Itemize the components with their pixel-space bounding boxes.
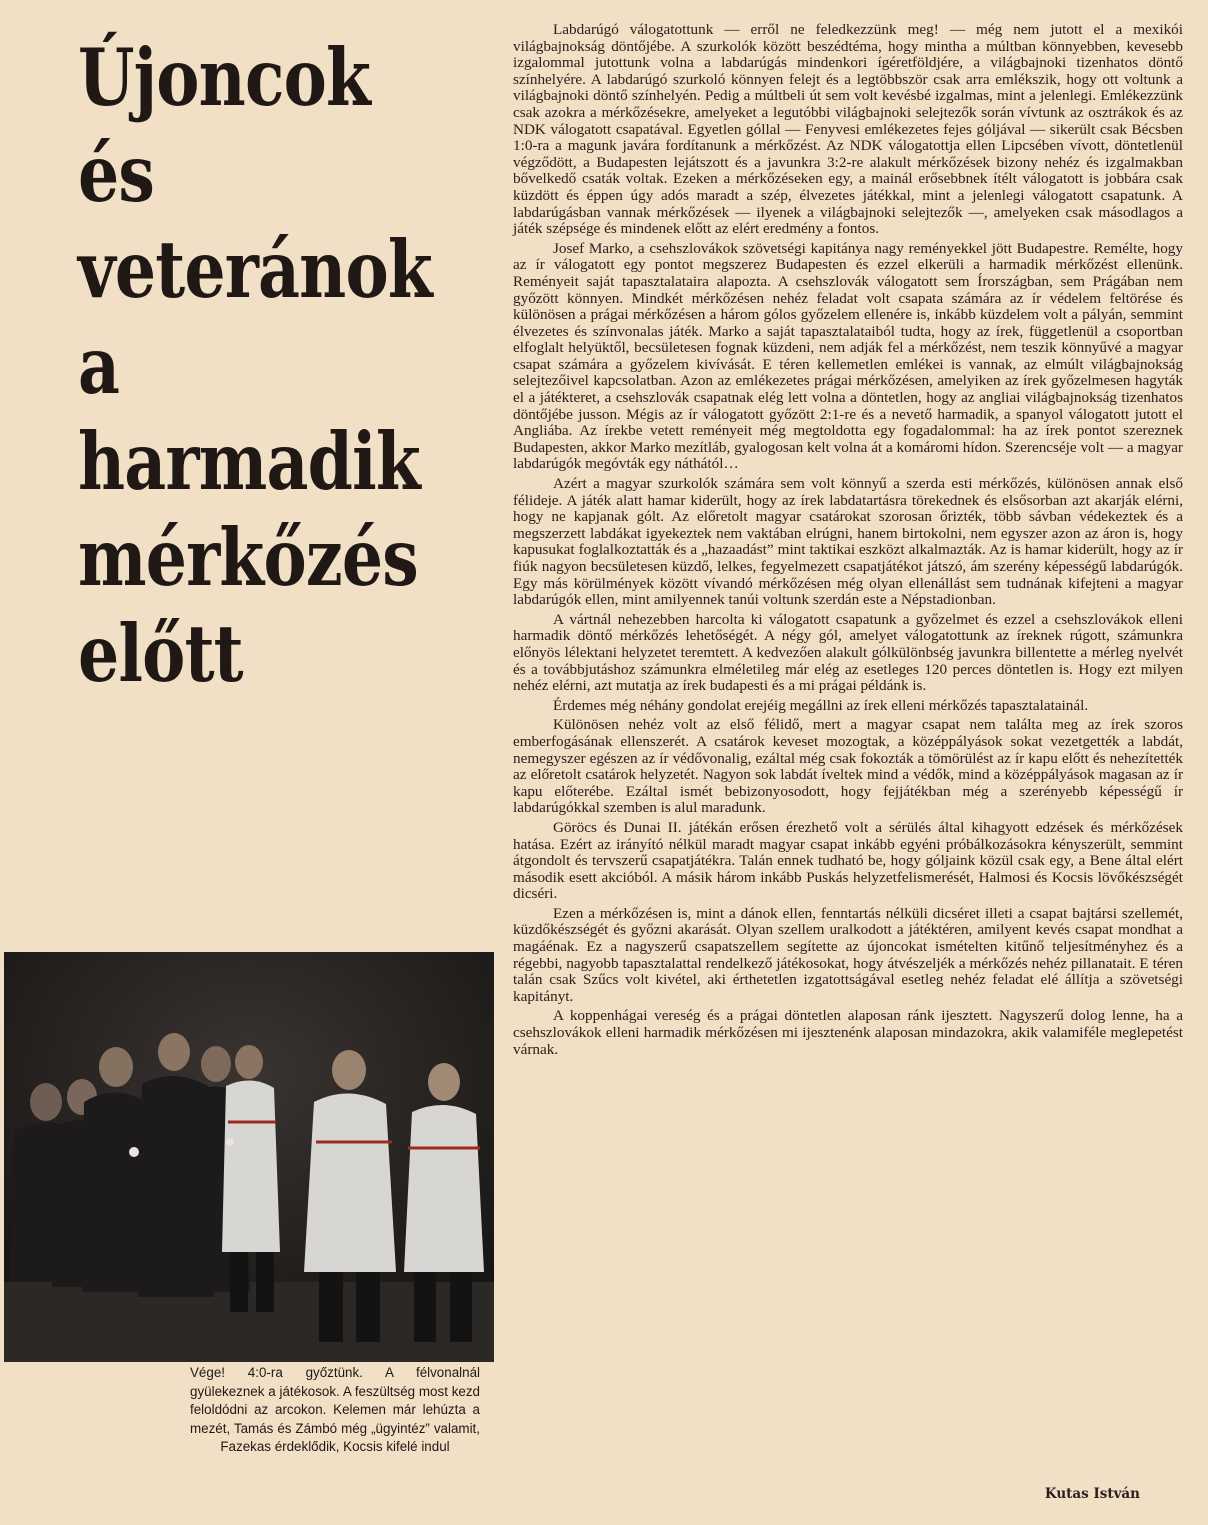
match-photo: [4, 952, 494, 1362]
headline-line: veteránok: [78, 223, 432, 316]
headline-line: harmadik: [78, 415, 420, 508]
article-paragraph: Érdemes még néhány gondolat erejéig megállni az írek elleni mérkőzés tapasztalatainál.: [553, 696, 1089, 714]
article-headline: [78, 30, 432, 702]
article-paragraph: A koppenhágai vereség és a prágai döntetlen alaposan ránk ijesztett. Nagyszerű dolog lenne, ha a csehszlovákok elleni harmadik mérkőzésen mi ijesztenénk alaposan mindazokra, akik valamiféle meglepetést várnak.: [513, 1007, 1183, 1058]
article-paragraph: Göröcs és Dunai II. játékán erősen érezhető volt a sérülés által kihagyott edzések és mérkőzések hatása. Ezért az irányító nélkül maradt magyar csapat inkább egyéni próbálkozásokra kényszerült, semmint átgondolt és tervszerű csapatjátékra. Talán ennek tudható be, hogy góljaink közül csak egy, a Bene által elért második esett akcióból. A másik három inkább Puskás helyzetfelismerését, Halmosi és Kocsis lövőkészségét dicséri.: [513, 818, 1183, 903]
article-body: [513, 22, 1183, 1061]
author-byline: Kutas István: [1044, 1486, 1140, 1502]
headline-line: előtt: [78, 607, 243, 700]
players-photo-illustration: [4, 952, 494, 1362]
article-paragraph: Josef Marko, a csehszlovákok szövetségi kapitánya nagy reményekkel jött Budapestre. Remélte, hogy az ír válogatott egy pontot megszerez Budapesten és ezzel elkerüli a harmadik mérkőzést ellenünk. Reményeit saját tapasztalataira alapozta. A csehszlovák válogatott sem Írországban, sem Prágában nem győzött könnyen. Mindkét mérkőzésen nehéz feladat volt csapata számára az ír védelem feltörése és különösen a prágai mérkőzésen a három gólos győzelem ellenére is, inkább küzdelem volt a pályán, semmint élvezetes és színvonalas játék. Marko a saját tapasztalataiból tudta, hogy az írek, függetlenül a csoportban elfoglalt helyüktől, becsületesen fognak küzdeni, nem adják fel a mérkőzést, nem teszik könnyűvé a magyar csapat számára a győzelem kivívását. E téren kellemetlen emlékei is vannak, az elmúlt világbajnokság selejtezőivel kapcsolatban. Azon az emlékezetes prágai mérkőzésen, amelyiken az írek győzelmesen hagyták el a játékteret, a csehszlovák csapatnak elég lett volna a döntetlen, hogy az angliai világbajnokság tizenhatos döntőjébe jusson. Mégis az ír válogatott győzött 2:1-re és a nevető harmadik, a spanyol válogatott jutott el Angliába. Az írekbe vetett reményeit még megtoldotta egy fogadalommal: ha az írek pontot szereznek Budapesten, akkor Marko mezítláb, gyalogosan kelt volna át a komáromi hídon. Szerencséje volt — a magyar labdarúgók megóvták egy náthától…: [513, 239, 1183, 473]
headline-line: és: [78, 127, 155, 220]
article-paragraph: Azért a magyar szurkolók számára sem volt könnyű a szerda esti mérkőzés, különösen annak első félideje. A játék alatt hamar kiderült, hogy az írek labdatartásra törekednek és elsősorban azt akarják elérni, hogy ne kapjanak gólt. Az előretolt magyar csatárokat szorosan őrizték, több sávban védekeztek és a megszerzett labdákat igyekeztek nem vaktában elrúgni, hanem birtokolni, nem egyszer azon az áron is, hogy kapusukat foglalkoztatták és a „hazaadást” mint taktikai eszközt alkalmazták. Az is hamar kiderült, hogy az ír fiúk nagyon becsületesen küzdő, lelkes, fegyelmezett csapatjátékot játszó, ám szerény képességű labdarúgók. Egy más körülmények között vívandó mérkőzésen még olyan ellenállást sem tudnának kifejteni a magyar labdarúgók ellen, mint amilyennek tanúi voltunk szerdán este a Népstadionban.: [513, 475, 1183, 609]
headline-line: Újoncok: [78, 31, 371, 124]
article-paragraph: A vártnál nehezebben harcolta ki válogatott csapatunk a győzelmet és ezzel a csehszlovákok elleni harmadik döntő mérkőzés lehetőségét. A négy gól, amelyet válogatottunk az íreknek rúgott, számunkra előnyös lélektani helyzetet teremtett. A kedvezően alakult gólkülönbség javunkra billentette a mérleg nyelvét és a továbbjutáshoz számunkra elméletileg már elég az esetleges 120 perces döntetlen is. Hogy ezt milyen nehéz elérni, azt mutatja az írek budapesti és a mi prágai példánk is.: [513, 610, 1183, 695]
article-paragraph: Különösen nehéz volt az első félidő, mert a magyar csapat nem találta meg az írek szoros emberfogásának ellenszerét. A csatárok keveset mozogtak, a középpályások sokat vezetgették a labdát, nemegyszer egészen az ír védővonalig, ezáltal még csak fokozták a tömörülést az ír kapu előtt és nehezítették az előretolt csatárok helyzetét. Nagyon sok labdát íveltek mind a védők, mind a középpályások magasan az ír kapu előterébe. Ezáltal ismét bebizonyosodott, hogy fejjátékban még a szerényebb képességű ír labdarúgókkal szemben is alul maradunk.: [513, 716, 1183, 817]
article-paragraph: Labdarúgó válogatottunk — erről ne feledkezzünk meg! — még nem jutott el a mexikói világbajnokság döntőjébe. A szurkolók között beszédtéma, hogy mintha a múltban könnyebben, kevesebb izgalommal jutottunk volna a labdarúgás mindenkori ígéretföldjére, a világbajnoki tizenhatos döntő színhelyére. A labdarúgó szurkoló könnyen felejt és a legtöbbször csak arra emlékszik, hogy ott voltunk a világbajnoki döntő színhelyén. Pedig a múltbeli út sem volt kevésbé izgalmas, mint a jelenlegi. Emlékezzünk csak azokra a mérkőzésekre, amelyeket a legutóbbi világbajnoki selejtezők során vívtunk az osztrákok és az NDK válogatott csapatával. Egyetlen góllal — Fenyvesi emlékezetes fejes góljával — sikerült csak Bécsben 1:0-ra a magunk javára fordítanunk a mérkőzést. Az NDK válogatottja ellen Lipcsében vívott, döntetlenül végződött, a Budapesten lejátszott és a javunkra 3:2-re alakult mérkőzések bizony nehéz és izgalmakban bővelkedő csaták voltak. Ezeken a mérkőzéseken egy, a mainál erősebbnek ítélt válogatott is jobbára csak küzdött és éppen úgy adós maradt a szép, élvezetes játékkal, mint a jelenlegi válogatott csapatunk. A labdarúgásban vannak mérkőzések — ilyenek a világbajnoki selejtezők —, amelyeken csak másodlagos a játék szépsége és mindenek előtt az elért eredmény a fontos.: [513, 21, 1183, 238]
headline-line: mérkőzés: [78, 511, 418, 604]
photo-caption: Vége! 4:0-ra győztünk. A félvonalnál gyülekeznek a játékosok. A feszültség most kezd feloldódni az arcokon. Kelemen már lehúzta a mezét, Tamás és Zámbó még „ügyintéz” valamit, Fazekas érdeklődik, Kocsis kifelé indul: [190, 1365, 480, 1455]
headline-line: a: [78, 319, 120, 412]
article-paragraph: Ezen a mérkőzésen is, mint a dánok ellen, fenntartás nélküli dicséret illeti a csapat bajtársi szellemét, küzdőkészségét és győzni akarását. Olyan szellem uralkodott a játéktéren, amilyent kevés csapat mondhat a magáénak. Ez a nagyszerű csapatszellem segítette az újoncokat ismételten kitűnő teljesítményhez és a régebbi, nagyobb tapasztalattal rendelkező játékosokat, hogy átvészeljék a mérkőzés nehéz pillanatait. E téren talán csak Szűcs volt kivétel, aki érthetetlen izgatottságával esetleg nehéz feladat elé állítja a szövetségi kapitányt.: [513, 904, 1183, 1005]
